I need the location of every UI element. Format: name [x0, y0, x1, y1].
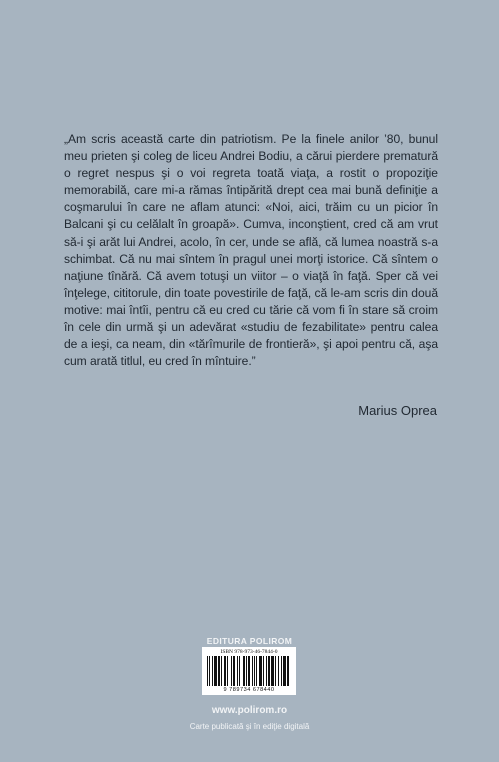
barcode-bar [259, 656, 262, 686]
barcode-digits: 9 789734 678440 [223, 687, 275, 693]
barcode-bar [287, 656, 289, 686]
barcode-bar [207, 656, 208, 686]
barcode-bar [218, 656, 220, 686]
barcode-bar [275, 656, 276, 686]
barcode-bar [209, 656, 210, 686]
publisher-website: www.polirom.ro [211, 705, 288, 716]
publisher-name: EDITURA POLIROM [206, 636, 293, 646]
barcode-bar [283, 656, 286, 686]
barcode-bar [221, 656, 222, 686]
digital-edition-note: Carte publicată şi în ediţie digitală [189, 722, 310, 731]
barcode-bar [231, 656, 232, 686]
barcode-bar [246, 656, 247, 686]
barcode-bar [214, 656, 217, 686]
barcode-bars [207, 656, 291, 686]
barcode-bar [227, 656, 228, 686]
barcode-bar [278, 656, 279, 686]
author-name: Marius Oprea [358, 403, 437, 418]
back-cover-quote: „Am scris această carte din patriotism. Pe la finele anilor ’80, bunul meu prieten şi coleg de liceu Andrei Bodiu, a cărui pierdere prematură o regret nespus şi o voi regreta toată viaţa, a rostit o propoziţie memorabilă, care mi-a rămas întipărită drept cea mai bună definiţie a coşmarului în care ne aflam atunci: «Noi, aici, trăim cu un picior în Balcani şi cu celălalt în groapă». Cumva, inconştient, cred că am vrut să-i şi arăt lui Andrei, acolo, în cer, unde se află, că lumea noastră s-a schimbat. Că nu mai sîntem în pragul unei morţi istorice. Că sîntem o naţiune tînără. Că avem totuşi un viitor – o viaţă în faţă. Sper că vei înţelege, cititorule, din toate povestirile de faţă, că le-am scris din două motive: mai întîi, pentru că eu cred cu tărie că vom fi în stare să croim în cele din urmă şi un adevărat «studiu de fezabilitate» pentru calea de a ieşi, ca neam, din «tărîmurile de frontieră», şi apoi pentru că, aşa cum arată titlul, eu cred în mîntuire.” [64, 132, 438, 369]
barcode-bar [252, 656, 253, 686]
barcode-bar [263, 656, 264, 686]
barcode-bar [224, 656, 226, 686]
barcode-bar [266, 656, 267, 686]
barcode-bar [256, 656, 257, 686]
isbn-barcode [202, 647, 296, 695]
barcode-bar [281, 656, 282, 686]
barcode-bar [239, 656, 240, 686]
barcode-bar [268, 656, 270, 686]
isbn-number: ISBN 978-973-46-7844-0 [220, 649, 278, 655]
barcode-bar [243, 656, 245, 686]
barcode-bar [254, 656, 255, 686]
barcode-bar [237, 656, 238, 686]
barcode-bar [233, 656, 235, 686]
barcode-bar [212, 656, 213, 686]
barcode-bar [248, 656, 250, 686]
barcode-bar [271, 656, 274, 686]
